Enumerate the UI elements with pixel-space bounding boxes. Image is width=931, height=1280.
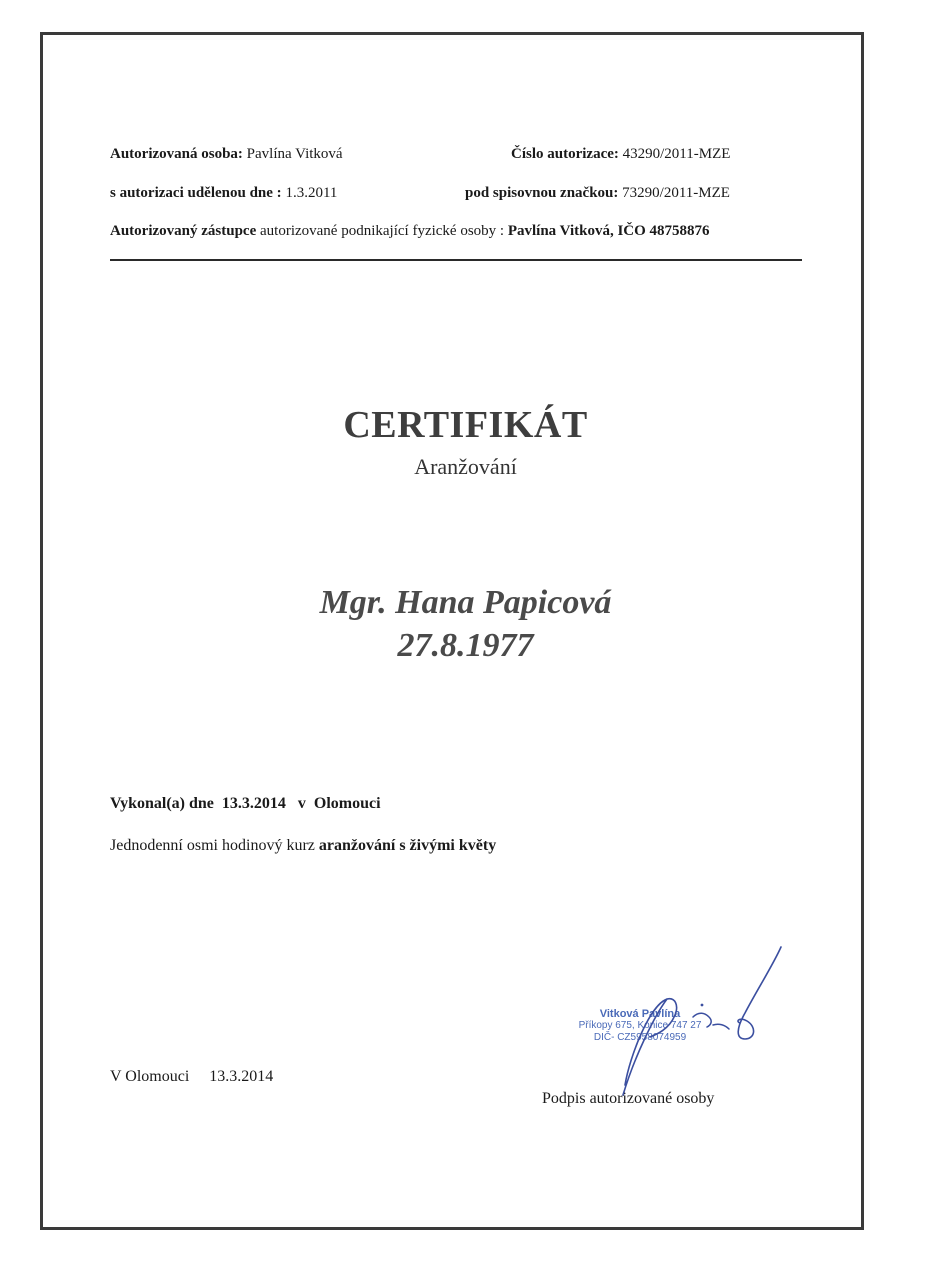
- course-line: [110, 837, 496, 855]
- representative-text: autorizované podnikající fyzické osoby :: [260, 223, 505, 239]
- completion-in: v: [297, 795, 306, 812]
- authorization-granted-value: 1.3.2011: [285, 185, 338, 201]
- authorization-granted: [110, 185, 337, 202]
- stamp-line-1: Vitková Pavlína: [599, 1008, 681, 1020]
- issue-place: V Olomouci: [110, 1068, 190, 1085]
- authorization-number-label: Číslo autorizace:: [511, 146, 619, 162]
- course-name: aranžování s živými květy: [318, 837, 497, 854]
- recipient-name: Mgr. Hana Papicová: [319, 584, 612, 621]
- header-divider: [110, 259, 802, 261]
- authorization-number: [511, 146, 730, 163]
- stamp-line-2: Příkopy 675, Konice 747 27: [578, 1020, 702, 1031]
- representative-label: Autorizovaný zástupce: [110, 223, 257, 239]
- certificate-title: CERTIFIKÁT: [343, 404, 588, 446]
- completion-date: 13.3.2014: [221, 795, 286, 812]
- signature-label: Podpis autorizované osoby: [542, 1090, 715, 1107]
- issue-date: 13.3.2014: [209, 1068, 274, 1085]
- recipient-birth-date: 27.8.1977: [397, 627, 534, 664]
- authorized-person-value: Pavlína Vitková: [246, 146, 343, 162]
- completion-label: Vykonal(a) dne: [110, 795, 214, 812]
- file-reference-value: 73290/2011-MZE: [622, 185, 730, 201]
- completion-place: Olomouci: [313, 795, 381, 812]
- authorized-representative: [110, 223, 710, 240]
- representative-value: Pavlína Vitková, IČO 48758876: [507, 223, 710, 239]
- file-reference-label: pod spisovnou značkou:: [465, 185, 619, 201]
- handwritten-signature: [595, 945, 795, 1105]
- completion-line: [110, 795, 381, 813]
- authorized-person-label: Autorizovaná osoba:: [110, 146, 243, 162]
- authorization-granted-label: s autorizaci udělenou dne :: [110, 185, 282, 201]
- authorized-person: [110, 146, 343, 163]
- issue-place-date: [110, 1068, 273, 1086]
- file-reference: [465, 185, 730, 202]
- stamp-line-3: DIČ- CZ5958074959: [593, 1032, 687, 1043]
- authorization-number-value: 43290/2011-MZE: [622, 146, 731, 162]
- certificate-subtitle: Aranžování: [414, 454, 517, 479]
- course-text: Jednodenní osmi hodinový kurz: [110, 837, 315, 854]
